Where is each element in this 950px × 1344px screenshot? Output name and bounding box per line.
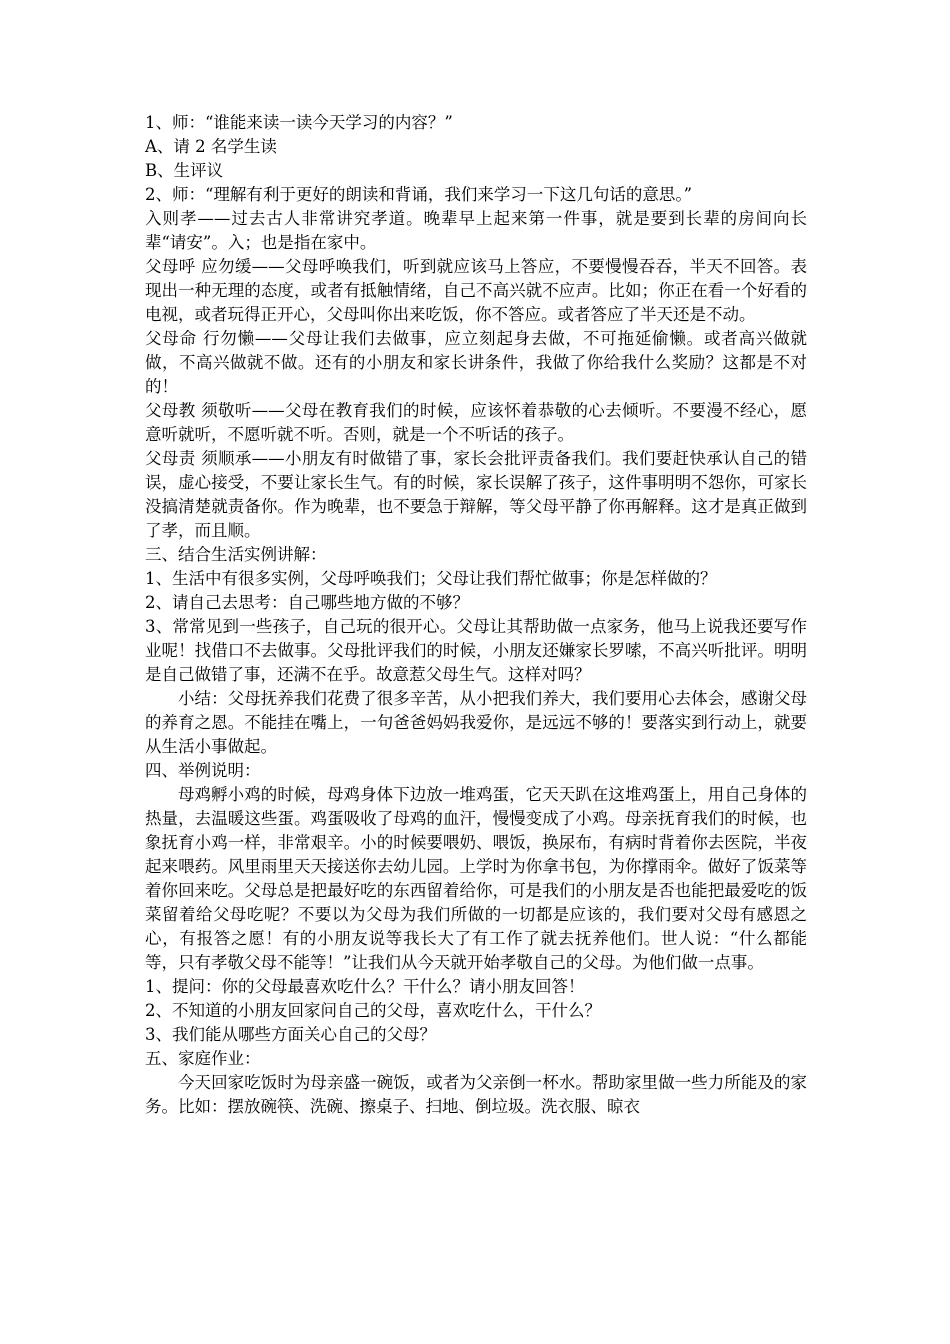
paragraph: 小结：父母抚养我们花费了很多辛苦，从小把我们养大，我们要用心去体会，感谢父母的养育之恩。不能挂在嘴上，一句爸爸妈妈我爱你，是远远不够的！要落实到行动上，就要从生活小事做起。 [145, 689, 807, 756]
paragraph: 2、不知道的小朋友回家问自己的父母，喜欢吃什么，干什么？ [145, 1001, 601, 1020]
paragraph: 父母呼 应勿缓——父母呼唤我们，听到就应该马上答应，不要慢慢吞吞，半天不回答。表现出一种无理的态度，或者有抵触情绪，自己不高兴就不应声。比如；你正在看一个好看的电视，或者玩得正开心，父母叫你出来吃饭，你不答应。或者答应了半天还是不动。 [145, 257, 807, 324]
paragraph: 母鸡孵小鸡的时候，母鸡身体下边放一堆鸡蛋，它天天趴在这堆鸡蛋上，用自己身体的热量，去温暖这些蛋。鸡蛋吸收了母鸡的血汗，慢慢变成了小鸡。母亲抚育我们的时候，也象抚育小鸡一样，非常艰辛。小的时候要喂奶、喂饭，换尿布，有病时背着你去医院，半夜起来喂药。风里雨里天天接送你去幼儿园。上学时为你拿书包，为你撑雨伞。做好了饭菜等着你回来吃。父母总是把最好吃的东西留着给你，可是我们的小朋友是否也能把最爱吃的饭菜留着给父母吃呢？不要以为父母为我们所做的一切都是应该的，我们要对父母有感恩之心，有报答之愿！有的小朋友说等我长大了有工作了就去抚养他们。世人说：“什么都能等，只有孝敬父母不能等！”让我们从今天就开始孝敬自己的父母。为他们做一点事。 [145, 785, 807, 972]
paragraph: 2、师：“理解有利于更好的朗读和背诵，我们来学习一下这几句话的意思。” [145, 185, 693, 204]
document-body [145, 111, 807, 1119]
paragraph: 今天回家吃饭时为母亲盛一碗饭，或者为父亲倒一杯水。帮助家里做一些力所能及的家务。比如：摆放碗筷、洗碗、擦桌子、扫地、倒垃圾。洗衣服、晾衣 [145, 1073, 807, 1116]
paragraph: 入则孝——过去古人非常讲究孝道。晚辈早上起来第一件事，就是要到长辈的房间向长辈“请安”。入；也是指在家中。 [145, 209, 807, 252]
paragraph: 1、提问：你的父母最喜欢吃什么？干什么？请小朋友回答！ [145, 977, 585, 996]
paragraph: 父母命 行勿懒——父母让我们去做事，应立刻起身去做，不可拖延偷懒。或者高兴做就做，不高兴做就不做。还有的小朋友和家长讲条件，我做了你给我什么奖励？这都是不对的！ [145, 329, 807, 396]
paragraph: 四、举例说明： [145, 761, 261, 780]
paragraph: 父母教 须敬听——父母在教育我们的时候，应该怀着恭敬的心去倾听。不要漫不经心，愿意听就听，不愿听就不听。否则，就是一个不听话的孩子。 [145, 401, 807, 444]
paragraph: 三、结合生活实例讲解： [145, 545, 327, 564]
paragraph: A、请 2 名学生读 [145, 137, 277, 156]
paragraph: 五、家庭作业： [145, 1049, 261, 1068]
paragraph: 3、我们能从哪些方面关心自己的父母？ [145, 1025, 436, 1044]
paragraph: 3、常常见到一些孩子，自己玩的很开心。父母让其帮助做一点家务，他马上说我还要写作业呢！找借口不去做事。父母批评我们的时候，小朋友还嫌家长罗嗦，不高兴听批评。明明是自己做错了事，还满不在乎。故意惹父母生气。这样对吗？ [145, 617, 807, 684]
paragraph: B、生评议 [145, 161, 224, 180]
paragraph: 1、生活中有很多实例，父母呼唤我们；父母让我们帮忙做事；你是怎样做的？ [145, 569, 717, 588]
paragraph: 1、师：“谁能来读一读今天学习的内容？” [145, 113, 453, 132]
paragraph: 2、请自己去思考：自己哪些地方做的不够？ [145, 593, 469, 612]
paragraph: 父母责 须顺承——小朋友有时做错了事，家长会批评责备我们。我们要赶快承认自己的错误，虚心接受，不要让家长生气。有的时候，家长误解了孩子，这件事明明不怨你，可家长没搞清楚就责备你。作为晚辈，也不要急于辩解，等父母平静了你再解释。这才是真正做到了孝，而且顺。 [145, 449, 807, 540]
